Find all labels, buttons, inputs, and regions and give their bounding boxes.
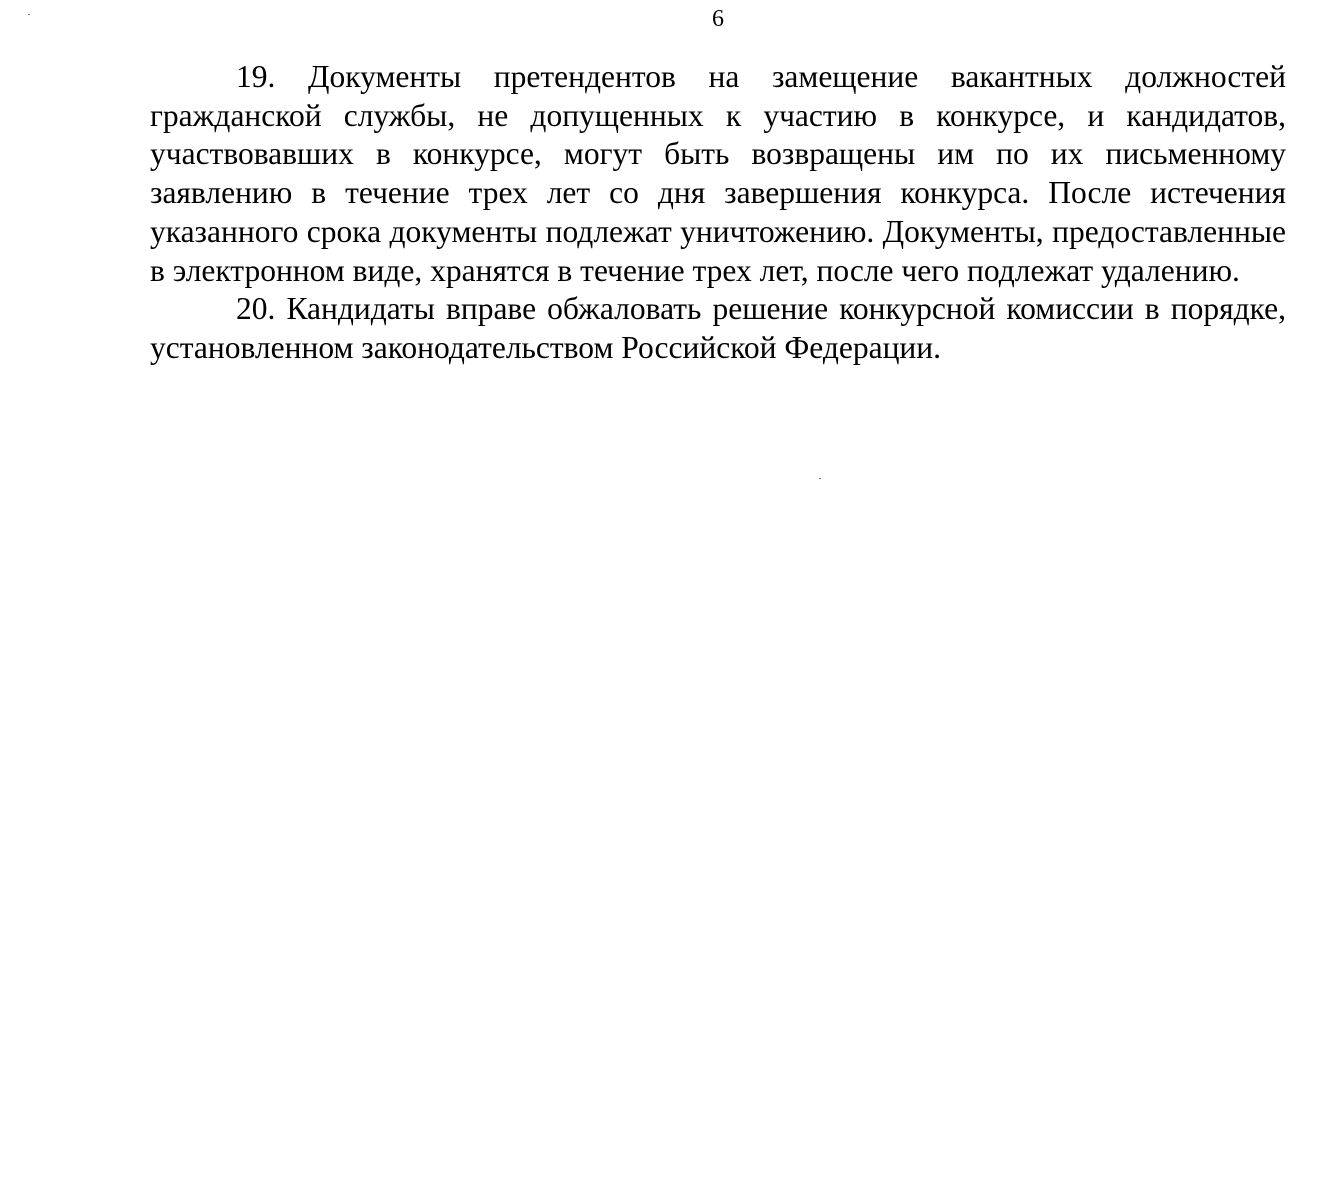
scan-speck [819,478,821,479]
page-number: 6 [712,6,724,32]
paragraph-20: 20. Кандидаты вправе обжаловать решение конкурсной комиссии в порядке, установленном законодательством Российской Федерации. [150,291,1286,365]
scan-speck [28,14,30,15]
paragraph-19: 19. Документы претендентов на замещение вакантных должностей гражданской службы, не допущенных к участию в конкурсе, и кандидатов, участвовавших в конкурсе, могут быть возвращены им по их письменному заявлению в течение трех лет со дня завершения конкурса. После истечения указанного срока документы подлежат уничтожению. Документы, предоставленные в электронном виде, хранятся в течение трех лет, после чего подлежат удалению. [150,59,1286,288]
document-body [150,58,1286,368]
